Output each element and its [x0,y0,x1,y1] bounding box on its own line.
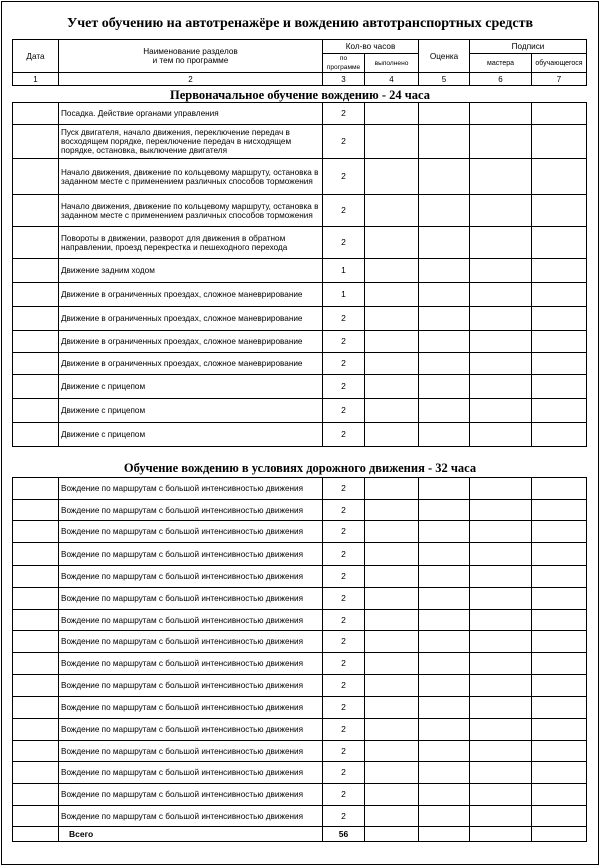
date-cell [13,719,59,741]
grade-cell [419,784,470,806]
done-hours-cell [365,353,419,375]
done-hours-cell [365,543,419,566]
student-signature-cell [532,375,587,399]
topic-cell: Пуск двигателя, начало движения, переключение передач в восходящем порядке, переключение передач в нисходящем порядке, остановка, выключение двигателя [59,125,323,159]
grade-cell [419,566,470,588]
done-hours-cell [365,500,419,521]
table-row [13,784,587,806]
grade-cell [419,478,470,500]
topic-cell: Начало движения, движение по кольцевому маршруту, остановка в заданном месте с применением различных способов торможения [59,159,323,195]
master-signature-cell [470,125,532,159]
master-signature-cell [470,675,532,697]
header-name [59,40,323,73]
grade-cell [419,697,470,719]
grade-cell [419,500,470,521]
table-row [13,478,587,500]
topic-cell: Вождение по маршрутам с большой интенсивностью движения [59,697,323,719]
table-row [13,307,587,331]
planned-hours-cell: 2 [323,195,365,227]
grade-cell [419,307,470,331]
planned-hours-cell: 2 [323,353,365,375]
done-hours-cell [365,653,419,675]
student-signature-cell [532,762,587,784]
grade-cell [419,353,470,375]
done-hours-cell [365,423,419,447]
total-label: Всего [59,827,323,842]
planned-hours-cell: 2 [323,784,365,806]
master-signature-cell [470,195,532,227]
grade-cell [419,521,470,543]
grade-cell [419,719,470,741]
table-row [13,227,587,259]
date-cell [13,610,59,631]
date-cell [13,521,59,543]
done-hours-cell [365,307,419,331]
student-signature-cell [532,283,587,307]
grade-cell [419,827,470,842]
master-signature-cell [470,521,532,543]
section1-title: Первоначальное обучение вождению - 24 часа [170,88,430,102]
student-signature-cell [532,353,587,375]
table-row [13,375,587,399]
topic-cell: Вождение по маршрутам с большой интенсивностью движения [59,719,323,741]
date-cell [13,500,59,521]
student-signature-cell [532,566,587,588]
master-signature-cell [470,588,532,610]
done-hours-cell [365,125,419,159]
table-row [13,195,587,227]
student-signature-cell [532,125,587,159]
student-signature-cell [532,227,587,259]
grade-cell [419,375,470,399]
header-name-line1: Наименование разделов [143,47,238,56]
date-cell [13,478,59,500]
grade-cell [419,195,470,227]
master-signature-cell [470,478,532,500]
planned-hours-cell: 2 [323,227,365,259]
col-num: 6 [470,73,532,86]
header-student: обучающегося [532,54,587,73]
table-row [13,653,587,675]
date-cell [13,543,59,566]
master-signature-cell [470,566,532,588]
date-cell [13,566,59,588]
done-hours-cell [365,827,419,842]
grade-cell [419,227,470,259]
done-hours-cell [365,103,419,125]
col-num: 7 [532,73,587,86]
topic-cell: Повороты в движении, разворот для движения в обратном направлении, проезд перекрестка и пешеходного перехода [59,227,323,259]
date-cell [13,762,59,784]
master-signature-cell [470,610,532,631]
grade-cell [419,762,470,784]
table-row [13,543,587,566]
date-cell [13,125,59,159]
table-row [13,806,587,827]
topic-cell: Начало движения, движение по кольцевому маршруту, остановка в заданном месте с применением различных способов торможения [59,195,323,227]
grade-cell [419,159,470,195]
table-row [13,259,587,283]
table-row [13,125,587,159]
table-row [13,353,587,375]
student-signature-cell [532,259,587,283]
student-signature-cell [532,719,587,741]
date-cell [13,227,59,259]
topic-cell: Движение в ограниченных проездах, сложное маневрирование [59,307,323,331]
planned-hours-cell: 2 [323,675,365,697]
planned-hours-cell: 2 [323,610,365,631]
master-signature-cell [470,631,532,653]
table-row [13,762,587,784]
topic-cell: Движение задним ходом [59,259,323,283]
student-signature-cell [532,307,587,331]
topic-cell: Вождение по маршрутам с большой интенсивностью движения [59,478,323,500]
date-cell [13,588,59,610]
planned-hours-cell: 2 [323,103,365,125]
planned-hours-cell: 2 [323,375,365,399]
date-cell [13,697,59,719]
done-hours-cell [365,566,419,588]
topic-cell: Движение с прицепом [59,399,323,423]
planned-hours-cell: 2 [323,500,365,521]
planned-hours-cell: 2 [323,719,365,741]
master-signature-cell [470,500,532,521]
topic-cell: Движение в ограниченных проездах, сложное маневрирование [59,331,323,353]
date-cell [13,741,59,762]
grade-cell [419,653,470,675]
planned-hours-cell: 2 [323,653,365,675]
grade-cell [419,675,470,697]
date-cell [13,631,59,653]
student-signature-cell [532,521,587,543]
done-hours-cell [365,610,419,631]
done-hours-cell [365,806,419,827]
student-signature-cell [532,653,587,675]
header-hours: Кол-во часов [323,40,419,54]
table-row [13,566,587,588]
date-cell [13,653,59,675]
topic-cell: Вождение по маршрутам с большой интенсивностью движения [59,741,323,762]
topic-cell: Движение в ограниченных проездах, сложное маневрирование [59,353,323,375]
col-num: 1 [13,73,59,86]
table-row [13,697,587,719]
header-signatures: Подписи [470,40,587,54]
topic-cell: Вождение по маршрутам с большой интенсивностью движения [59,521,323,543]
topic-cell: Вождение по маршрутам с большой интенсивностью движения [59,543,323,566]
master-signature-cell [470,353,532,375]
table-row [13,521,587,543]
master-signature-cell [470,227,532,259]
done-hours-cell [365,675,419,697]
grade-cell [419,741,470,762]
topic-cell: Вождение по маршрутам с большой интенсивностью движения [59,566,323,588]
student-signature-cell [532,784,587,806]
done-hours-cell [365,227,419,259]
planned-hours-cell: 2 [323,806,365,827]
master-signature-cell [470,399,532,423]
planned-hours-cell: 2 [323,741,365,762]
master-signature-cell [470,159,532,195]
topic-cell: Вождение по маршрутам с большой интенсивностью движения [59,784,323,806]
topic-cell: Вождение по маршрутам с большой интенсивностью движения [59,610,323,631]
topic-cell: Движение с прицепом [59,375,323,399]
table-row [13,741,587,762]
master-signature-cell [470,827,532,842]
table-row [13,103,587,125]
topic-cell: Вождение по маршрутам с большой интенсивностью движения [59,806,323,827]
date-cell [13,353,59,375]
grade-cell [419,806,470,827]
planned-hours-cell: 2 [323,307,365,331]
planned-hours-cell: 1 [323,283,365,307]
header-name-line2: и тем по программе [152,56,229,65]
done-hours-cell [365,375,419,399]
header-date: Дата [13,40,59,73]
topic-cell: Движение в ограниченных проездах, сложное маневрирование [59,283,323,307]
master-signature-cell [470,784,532,806]
student-signature-cell [532,697,587,719]
planned-hours-cell: 2 [323,399,365,423]
planned-hours-cell: 2 [323,159,365,195]
student-signature-cell [532,478,587,500]
done-hours-cell [365,521,419,543]
student-signature-cell [532,159,587,195]
grade-cell [419,588,470,610]
student-signature-cell [532,195,587,227]
date-cell [13,399,59,423]
master-signature-cell [470,719,532,741]
topic-cell: Вождение по маршрутам с большой интенсивностью движения [59,762,323,784]
page-title: Учет обучению на автотренажёре и вождению автотранспортных средств [66,16,534,31]
grade-cell [419,331,470,353]
student-signature-cell [532,331,587,353]
done-hours-cell [365,283,419,307]
col-num: 4 [365,73,419,86]
date-cell [13,784,59,806]
grade-cell [419,543,470,566]
table-row [13,588,587,610]
master-signature-cell [470,762,532,784]
header-planned: по программе [323,54,365,73]
done-hours-cell [365,697,419,719]
date-cell [13,195,59,227]
student-signature-cell [532,806,587,827]
document-page [1,1,599,865]
master-signature-cell [470,259,532,283]
done-hours-cell [365,195,419,227]
done-hours-cell [365,259,419,283]
date-cell [13,103,59,125]
table-row [13,159,587,195]
total-row [13,827,587,842]
student-signature-cell [532,675,587,697]
master-signature-cell [470,653,532,675]
master-signature-cell [470,375,532,399]
done-hours-cell [365,631,419,653]
master-signature-cell [470,741,532,762]
section2-table [12,477,587,842]
grade-cell [419,103,470,125]
topic-cell: Движение с прицепом [59,423,323,447]
student-signature-cell [532,103,587,125]
done-hours-cell [365,159,419,195]
planned-hours-cell: 2 [323,543,365,566]
student-signature-cell [532,399,587,423]
done-hours-cell [365,784,419,806]
planned-hours-cell: 2 [323,521,365,543]
date-cell [13,806,59,827]
planned-hours-cell: 2 [323,697,365,719]
grade-cell [419,631,470,653]
grade-cell [419,283,470,307]
topic-cell: Вождение по маршрутам с большой интенсивностью движения [59,653,323,675]
topic-cell: Вождение по маршрутам с большой интенсивностью движения [59,588,323,610]
total-value: 56 [323,827,365,842]
date-cell [13,307,59,331]
section2-title: Обучение вождению в условиях дорожного движения - 32 часа [123,461,477,475]
table-row [13,399,587,423]
grade-cell [419,125,470,159]
grade-cell [419,423,470,447]
student-signature-cell [532,500,587,521]
master-signature-cell [470,806,532,827]
student-signature-cell [532,588,587,610]
col-num: 5 [419,73,470,86]
table-row [13,610,587,631]
planned-hours-cell: 2 [323,588,365,610]
done-hours-cell [365,588,419,610]
planned-hours-cell: 2 [323,762,365,784]
col-num: 2 [59,73,323,86]
done-hours-cell [365,478,419,500]
date-cell [13,283,59,307]
master-signature-cell [470,103,532,125]
planned-hours-cell: 2 [323,423,365,447]
planned-hours-cell: 1 [323,259,365,283]
master-signature-cell [470,331,532,353]
master-signature-cell [470,283,532,307]
topic-cell: Вождение по маршрутам с большой интенсивностью движения [59,675,323,697]
date-cell [13,159,59,195]
done-hours-cell [365,762,419,784]
table-row [13,719,587,741]
done-hours-cell [365,399,419,423]
master-signature-cell [470,697,532,719]
header-grade: Оценка [419,40,470,73]
student-signature-cell [532,827,587,842]
section1-table [12,102,587,447]
grade-cell [419,399,470,423]
table-row [13,331,587,353]
header-table [12,39,587,86]
col-num: 3 [323,73,365,86]
date-cell [13,827,59,842]
date-cell [13,675,59,697]
student-signature-cell [532,631,587,653]
student-signature-cell [532,423,587,447]
topic-cell: Вождение по маршрутам с большой интенсивностью движения [59,631,323,653]
table-row [13,675,587,697]
planned-hours-cell: 2 [323,478,365,500]
master-signature-cell [470,307,532,331]
planned-hours-cell: 2 [323,125,365,159]
header-master: мастера [470,54,532,73]
planned-hours-cell: 2 [323,566,365,588]
planned-hours-cell: 2 [323,631,365,653]
header-done: выполнено [365,54,419,73]
table-row [13,283,587,307]
grade-cell [419,259,470,283]
planned-hours-cell: 2 [323,331,365,353]
done-hours-cell [365,331,419,353]
student-signature-cell [532,610,587,631]
date-cell [13,259,59,283]
grade-cell [419,610,470,631]
date-cell [13,423,59,447]
table-row [13,631,587,653]
done-hours-cell [365,741,419,762]
student-signature-cell [532,543,587,566]
done-hours-cell [365,719,419,741]
master-signature-cell [470,543,532,566]
date-cell [13,331,59,353]
table-row [13,423,587,447]
topic-cell: Вождение по маршрутам с большой интенсивностью движения [59,500,323,521]
student-signature-cell [532,741,587,762]
table-row [13,500,587,521]
date-cell [13,375,59,399]
master-signature-cell [470,423,532,447]
topic-cell: Посадка. Действие органами управления [59,103,323,125]
